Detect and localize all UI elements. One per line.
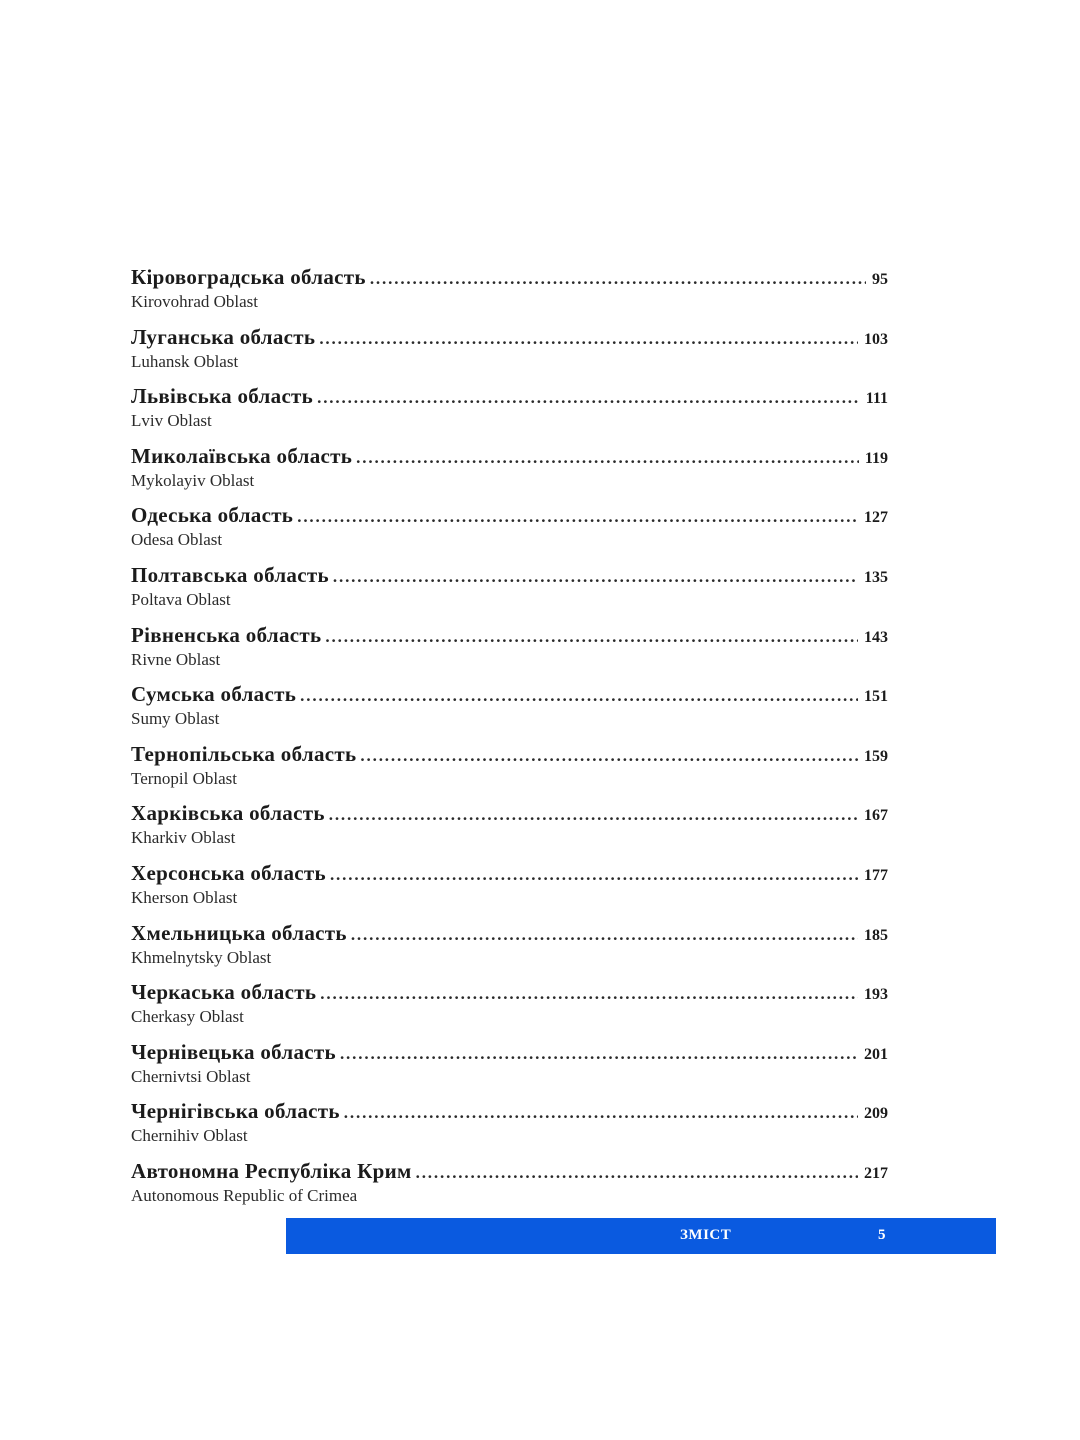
toc-entry-header	[131, 441, 888, 471]
toc-entry-title[interactable]: Кіровоградська область	[131, 265, 366, 289]
dot-leader	[340, 1039, 858, 1069]
dot-leader	[360, 741, 858, 771]
toc-entry-header	[131, 739, 888, 769]
toc-entry-title[interactable]: Чернігівська область	[131, 1099, 340, 1124]
toc-entry-subtitle: Chernivtsi Oblast	[131, 1066, 251, 1086]
toc-entry-page-number[interactable]: 201	[864, 1045, 888, 1063]
toc-entry-header	[131, 1037, 888, 1067]
toc-entry-page-number[interactable]: 217	[864, 1164, 888, 1182]
toc-entry-subtitle: Rivne Oblast	[131, 649, 221, 669]
toc-entry-page-number[interactable]: 135	[864, 568, 888, 586]
toc-entry-header	[131, 500, 888, 530]
dot-leader	[329, 800, 858, 830]
toc-entry-title[interactable]: Одеська область	[131, 503, 294, 528]
toc-entry[interactable]	[131, 1156, 888, 1216]
toc-entry-header	[131, 322, 888, 352]
toc-entry[interactable]	[131, 858, 888, 918]
toc-entry-title[interactable]: Сумська область	[131, 682, 297, 707]
footer-page-number: 5	[878, 1227, 886, 1243]
toc-entry-title[interactable]: Львівська область	[131, 384, 314, 409]
toc-entry-page-number[interactable]: 119	[864, 449, 888, 467]
toc-entry-header	[131, 679, 888, 709]
toc-entry-page-number[interactable]: 143	[864, 628, 888, 646]
toc-entry-title[interactable]: Рівненська область	[131, 622, 322, 647]
toc-entry[interactable]	[131, 739, 888, 799]
dot-leader	[297, 502, 858, 532]
table-of-contents	[131, 262, 888, 1216]
toc-entry[interactable]	[131, 798, 888, 858]
toc-entry[interactable]	[131, 918, 888, 978]
toc-entry-page-number[interactable]: 127	[864, 509, 888, 527]
toc-entry-page-number[interactable]: 209	[864, 1105, 888, 1123]
toc-entry[interactable]	[131, 679, 888, 739]
toc-entry[interactable]	[131, 441, 888, 501]
toc-entry-subtitle: Lviv Oblast	[131, 411, 212, 431]
toc-entry-subtitle: Autonomous Republic of Crimea	[131, 1185, 358, 1205]
toc-entry-header	[131, 918, 888, 948]
dot-leader	[320, 979, 858, 1009]
footer-section-label: ЗМІСТ	[680, 1227, 732, 1243]
toc-entry-page-number[interactable]: 151	[864, 688, 888, 706]
toc-entry-subtitle: Kirovohrad Oblast	[131, 292, 259, 311]
toc-entry-header	[131, 560, 888, 590]
footer-bar	[286, 1218, 996, 1254]
dot-leader	[351, 920, 858, 950]
dot-leader	[330, 860, 858, 890]
toc-entry-page-number[interactable]: 177	[864, 866, 888, 884]
toc-entry-page-number[interactable]: 103	[864, 330, 888, 348]
toc-entry-title[interactable]: Черкаська область	[131, 980, 317, 1005]
toc-entry-title[interactable]: Херсонська область	[131, 860, 326, 885]
toc-entry-header	[131, 1096, 888, 1126]
toc-entry[interactable]	[131, 1037, 888, 1097]
toc-entry-page-number[interactable]: 193	[864, 986, 888, 1004]
toc-entry-subtitle: Cherkasy Oblast	[131, 1007, 244, 1027]
toc-entry-title[interactable]: Полтавська область	[131, 562, 329, 587]
toc-entry-title[interactable]: Автономна Республіка Крим	[131, 1158, 412, 1183]
toc-entry-subtitle: Chernihiv Oblast	[131, 1126, 248, 1146]
toc-entry-header	[131, 798, 888, 828]
toc-entry-subtitle: Kherson Oblast	[131, 887, 238, 907]
toc-entry-title[interactable]: Харківська область	[131, 801, 325, 826]
toc-entry[interactable]	[131, 560, 888, 620]
toc-entry-subtitle: Khmelnytsky Oblast	[131, 947, 272, 967]
dot-leader	[333, 562, 858, 592]
toc-entry-title[interactable]: Чернівецька область	[131, 1039, 336, 1064]
toc-entry-header	[131, 977, 888, 1007]
toc-entry-page-number[interactable]: 95	[872, 271, 888, 288]
dot-leader	[300, 681, 858, 711]
toc-entry-header	[131, 858, 888, 888]
toc-entry-title[interactable]: Хмельницька область	[131, 920, 347, 945]
dot-leader	[319, 324, 858, 354]
dot-leader	[325, 622, 858, 652]
dot-leader	[356, 443, 859, 473]
toc-entry[interactable]	[131, 262, 888, 322]
toc-entry-subtitle: Luhansk Oblast	[131, 351, 239, 371]
toc-entry-subtitle: Mykolayiv Oblast	[131, 470, 255, 490]
toc-entry[interactable]	[131, 620, 888, 680]
toc-entry-header	[131, 620, 888, 650]
toc-entry[interactable]	[131, 381, 888, 441]
toc-entry-title[interactable]: Миколаївська область	[131, 443, 353, 468]
toc-entry-subtitle: Sumy Oblast	[131, 709, 220, 729]
toc-entry-title[interactable]: Тернопільська область	[131, 741, 357, 766]
toc-entry-subtitle: Kharkiv Oblast	[131, 828, 236, 848]
dot-leader	[317, 383, 860, 413]
toc-entry-header	[131, 381, 888, 411]
toc-entry-subtitle: Odesa Oblast	[131, 530, 223, 550]
dot-leader	[370, 264, 866, 294]
toc-entry-page-number[interactable]: 111	[865, 390, 888, 408]
toc-entry[interactable]	[131, 1096, 888, 1156]
toc-entry-title[interactable]: Луганська область	[131, 324, 316, 349]
toc-entry-subtitle: Poltava Oblast	[131, 589, 231, 609]
toc-entry-header	[131, 262, 888, 292]
dot-leader	[344, 1098, 858, 1128]
dot-leader	[416, 1158, 858, 1188]
toc-entry[interactable]	[131, 977, 888, 1037]
toc-entry-page-number[interactable]: 159	[864, 747, 888, 765]
toc-entry-page-number[interactable]: 167	[864, 807, 888, 825]
toc-entry-subtitle: Ternopil Oblast	[131, 768, 237, 788]
toc-entry-header	[131, 1156, 888, 1186]
toc-entry-page-number[interactable]: 185	[864, 926, 888, 944]
toc-entry[interactable]	[131, 322, 888, 382]
toc-entry[interactable]	[131, 500, 888, 560]
